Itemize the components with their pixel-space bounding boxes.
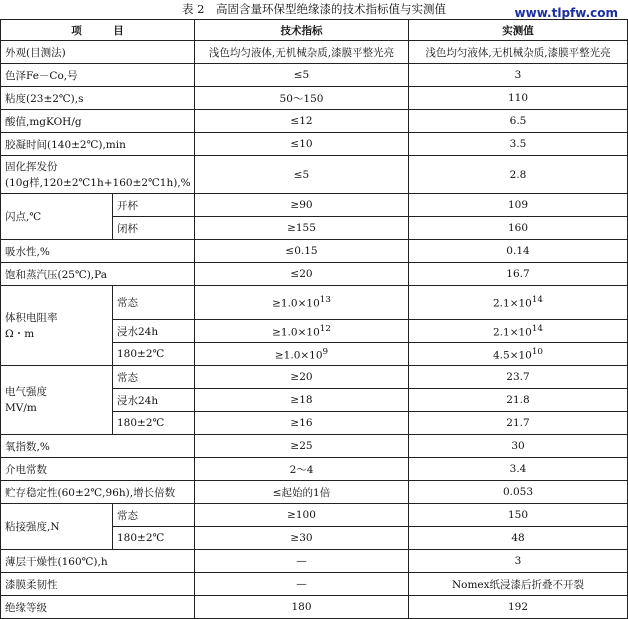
table-row <box>1 263 628 286</box>
row-label: 外观(目测法) <box>1 41 195 64</box>
spec-cell: ≥100 <box>195 504 409 527</box>
spec-cell: 2～4 <box>195 458 409 481</box>
table-row <box>1 87 628 110</box>
table-caption: 表 2 高固含量环保型绝缘漆的技术指标值与实测值 <box>182 2 446 16</box>
measured-cell: 6.5 <box>409 110 628 133</box>
row-label: 吸水性,% <box>1 240 195 263</box>
measured-cell: 160 <box>409 217 628 240</box>
measured-cell: 48 <box>409 527 628 550</box>
row-label <box>1 366 113 435</box>
row-label: 闪点,℃ <box>1 194 113 240</box>
table-row <box>1 550 628 573</box>
measured-cell: 109 <box>409 194 628 217</box>
sub-label: 180±2℃ <box>113 412 195 435</box>
sub-label: 闭杯 <box>113 217 195 240</box>
table-row <box>1 596 628 619</box>
row-label: 酸值,mgKOH/g <box>1 110 195 133</box>
measured-cell: 2.8 <box>409 156 628 194</box>
measured-cell: 23.7 <box>409 366 628 389</box>
spec-cell: ≤20 <box>195 263 409 286</box>
header-row <box>1 20 628 41</box>
row-label: 胶凝时间(140±2℃),min <box>1 133 195 156</box>
row-label <box>1 286 113 366</box>
row-label <box>1 156 195 194</box>
measured-cell <box>409 286 628 320</box>
spec-exponent: 9 <box>322 346 329 357</box>
spec-cell: ≥90 <box>195 194 409 217</box>
spec-cell: ≤12 <box>195 110 409 133</box>
row-label: 粘度(23±2℃),s <box>1 87 195 110</box>
header-item: 项 目 <box>1 20 195 41</box>
row-label: 介电常数 <box>1 458 195 481</box>
sub-label: 开杯 <box>113 194 195 217</box>
spec-cell: ≤起始的1倍 <box>195 481 409 504</box>
spec-cell: — <box>195 573 409 596</box>
measured-cell: Nomex纸浸漆后折叠不开裂 <box>409 573 628 596</box>
measured-cell <box>409 320 628 343</box>
spec-cell: ≥16 <box>195 412 409 435</box>
measured-value: 2.1×10 <box>493 297 532 310</box>
row-label-line: 固化挥发份 <box>5 160 58 173</box>
sub-label: 常态 <box>113 366 195 389</box>
spec-cell: ≥18 <box>195 389 409 412</box>
measured-cell: 0.14 <box>409 240 628 263</box>
measured-cell: 192 <box>409 596 628 619</box>
table-row <box>1 133 628 156</box>
table-row <box>1 194 628 217</box>
measured-exponent: 14 <box>531 295 543 306</box>
row-label: 漆膜柔韧性 <box>1 573 195 596</box>
table-row <box>1 504 628 527</box>
table-row <box>1 110 628 133</box>
spec-table <box>0 19 628 619</box>
spec-cell: ≤10 <box>195 133 409 156</box>
row-label: 贮存稳定性(60±2℃,96h),增长倍数 <box>1 481 195 504</box>
spec-cell: 50～150 <box>195 87 409 110</box>
spec-cell: ≤5 <box>195 64 409 87</box>
measured-cell: 21.7 <box>409 412 628 435</box>
row-label: 绝缘等级 <box>1 596 195 619</box>
table-row <box>1 156 628 194</box>
measured-cell: 16.7 <box>409 263 628 286</box>
spec-cell: ≤5 <box>195 156 409 194</box>
row-label-line: Ω・m <box>5 327 35 340</box>
measured-cell: 浅色均匀液体,无机械杂质,漆膜平整光亮 <box>409 41 628 64</box>
table-row <box>1 481 628 504</box>
measured-exponent: 14 <box>531 323 543 334</box>
sub-label: 浸水24h <box>113 389 195 412</box>
spec-cell <box>195 320 409 343</box>
header-spec: 技术指标 <box>195 20 409 41</box>
spec-exponent: 12 <box>319 323 331 334</box>
sub-label: 常态 <box>113 286 195 320</box>
spec-cell: ≤0.15 <box>195 240 409 263</box>
measured-cell: 3 <box>409 550 628 573</box>
spec-value: ≥1.0×10 <box>272 297 320 310</box>
spec-cell: ≥30 <box>195 527 409 550</box>
spec-exponent: 13 <box>319 295 331 306</box>
spec-cell: 浅色均匀液体,无机械杂质,漆膜平整光亮 <box>195 41 409 64</box>
row-label-line: 体积电阻率 <box>5 311 58 324</box>
measured-cell <box>409 343 628 366</box>
measured-cell: 3 <box>409 64 628 87</box>
sub-label: 常态 <box>113 504 195 527</box>
measured-cell: 3.5 <box>409 133 628 156</box>
row-label: 色泽Fe－Co,号 <box>1 64 195 87</box>
row-label: 薄层干燥性(160℃),h <box>1 550 195 573</box>
table-row <box>1 573 628 596</box>
measured-cell: 110 <box>409 87 628 110</box>
measured-cell: 150 <box>409 504 628 527</box>
row-label-line: 电气强度 <box>5 386 47 398</box>
spec-cell: ≥155 <box>195 217 409 240</box>
spec-cell: ≥25 <box>195 435 409 458</box>
spec-value: ≥1.0×10 <box>274 349 323 362</box>
table-row <box>1 458 628 481</box>
measured-cell: 30 <box>409 435 628 458</box>
measured-cell: 3.4 <box>409 458 628 481</box>
measured-cell: 21.8 <box>409 389 628 412</box>
sub-label: 浸水24h <box>113 320 195 343</box>
table-row <box>1 41 628 64</box>
row-label: 氧指数,% <box>1 435 195 458</box>
spec-value: ≥1.0×10 <box>272 326 320 339</box>
row-label-line: MV/m <box>5 402 37 414</box>
spec-cell: 180 <box>195 596 409 619</box>
spec-cell <box>195 343 409 366</box>
row-label-line: (10g样,120±2℃1h+160±2℃1h),% <box>5 176 191 189</box>
spec-cell: — <box>195 550 409 573</box>
measured-value: 4.5×10 <box>493 349 532 362</box>
row-label: 饱和蒸汽压(25℃),Pa <box>1 263 195 286</box>
table-row <box>1 435 628 458</box>
table-row <box>1 286 628 320</box>
measured-value: 2.1×10 <box>493 326 532 339</box>
measured-exponent: 10 <box>531 346 543 357</box>
row-label: 粘接强度,N <box>1 504 113 550</box>
site-watermark: www.tlpfw.com <box>511 4 622 22</box>
sub-label: 180±2℃ <box>113 343 195 366</box>
table-row <box>1 366 628 389</box>
table-row <box>1 240 628 263</box>
table-row <box>1 64 628 87</box>
measured-cell: 0.053 <box>409 481 628 504</box>
spec-cell: ≥20 <box>195 366 409 389</box>
header-measured: 实测值 <box>409 20 628 41</box>
spec-cell <box>195 286 409 320</box>
sub-label: 180±2℃ <box>113 527 195 550</box>
